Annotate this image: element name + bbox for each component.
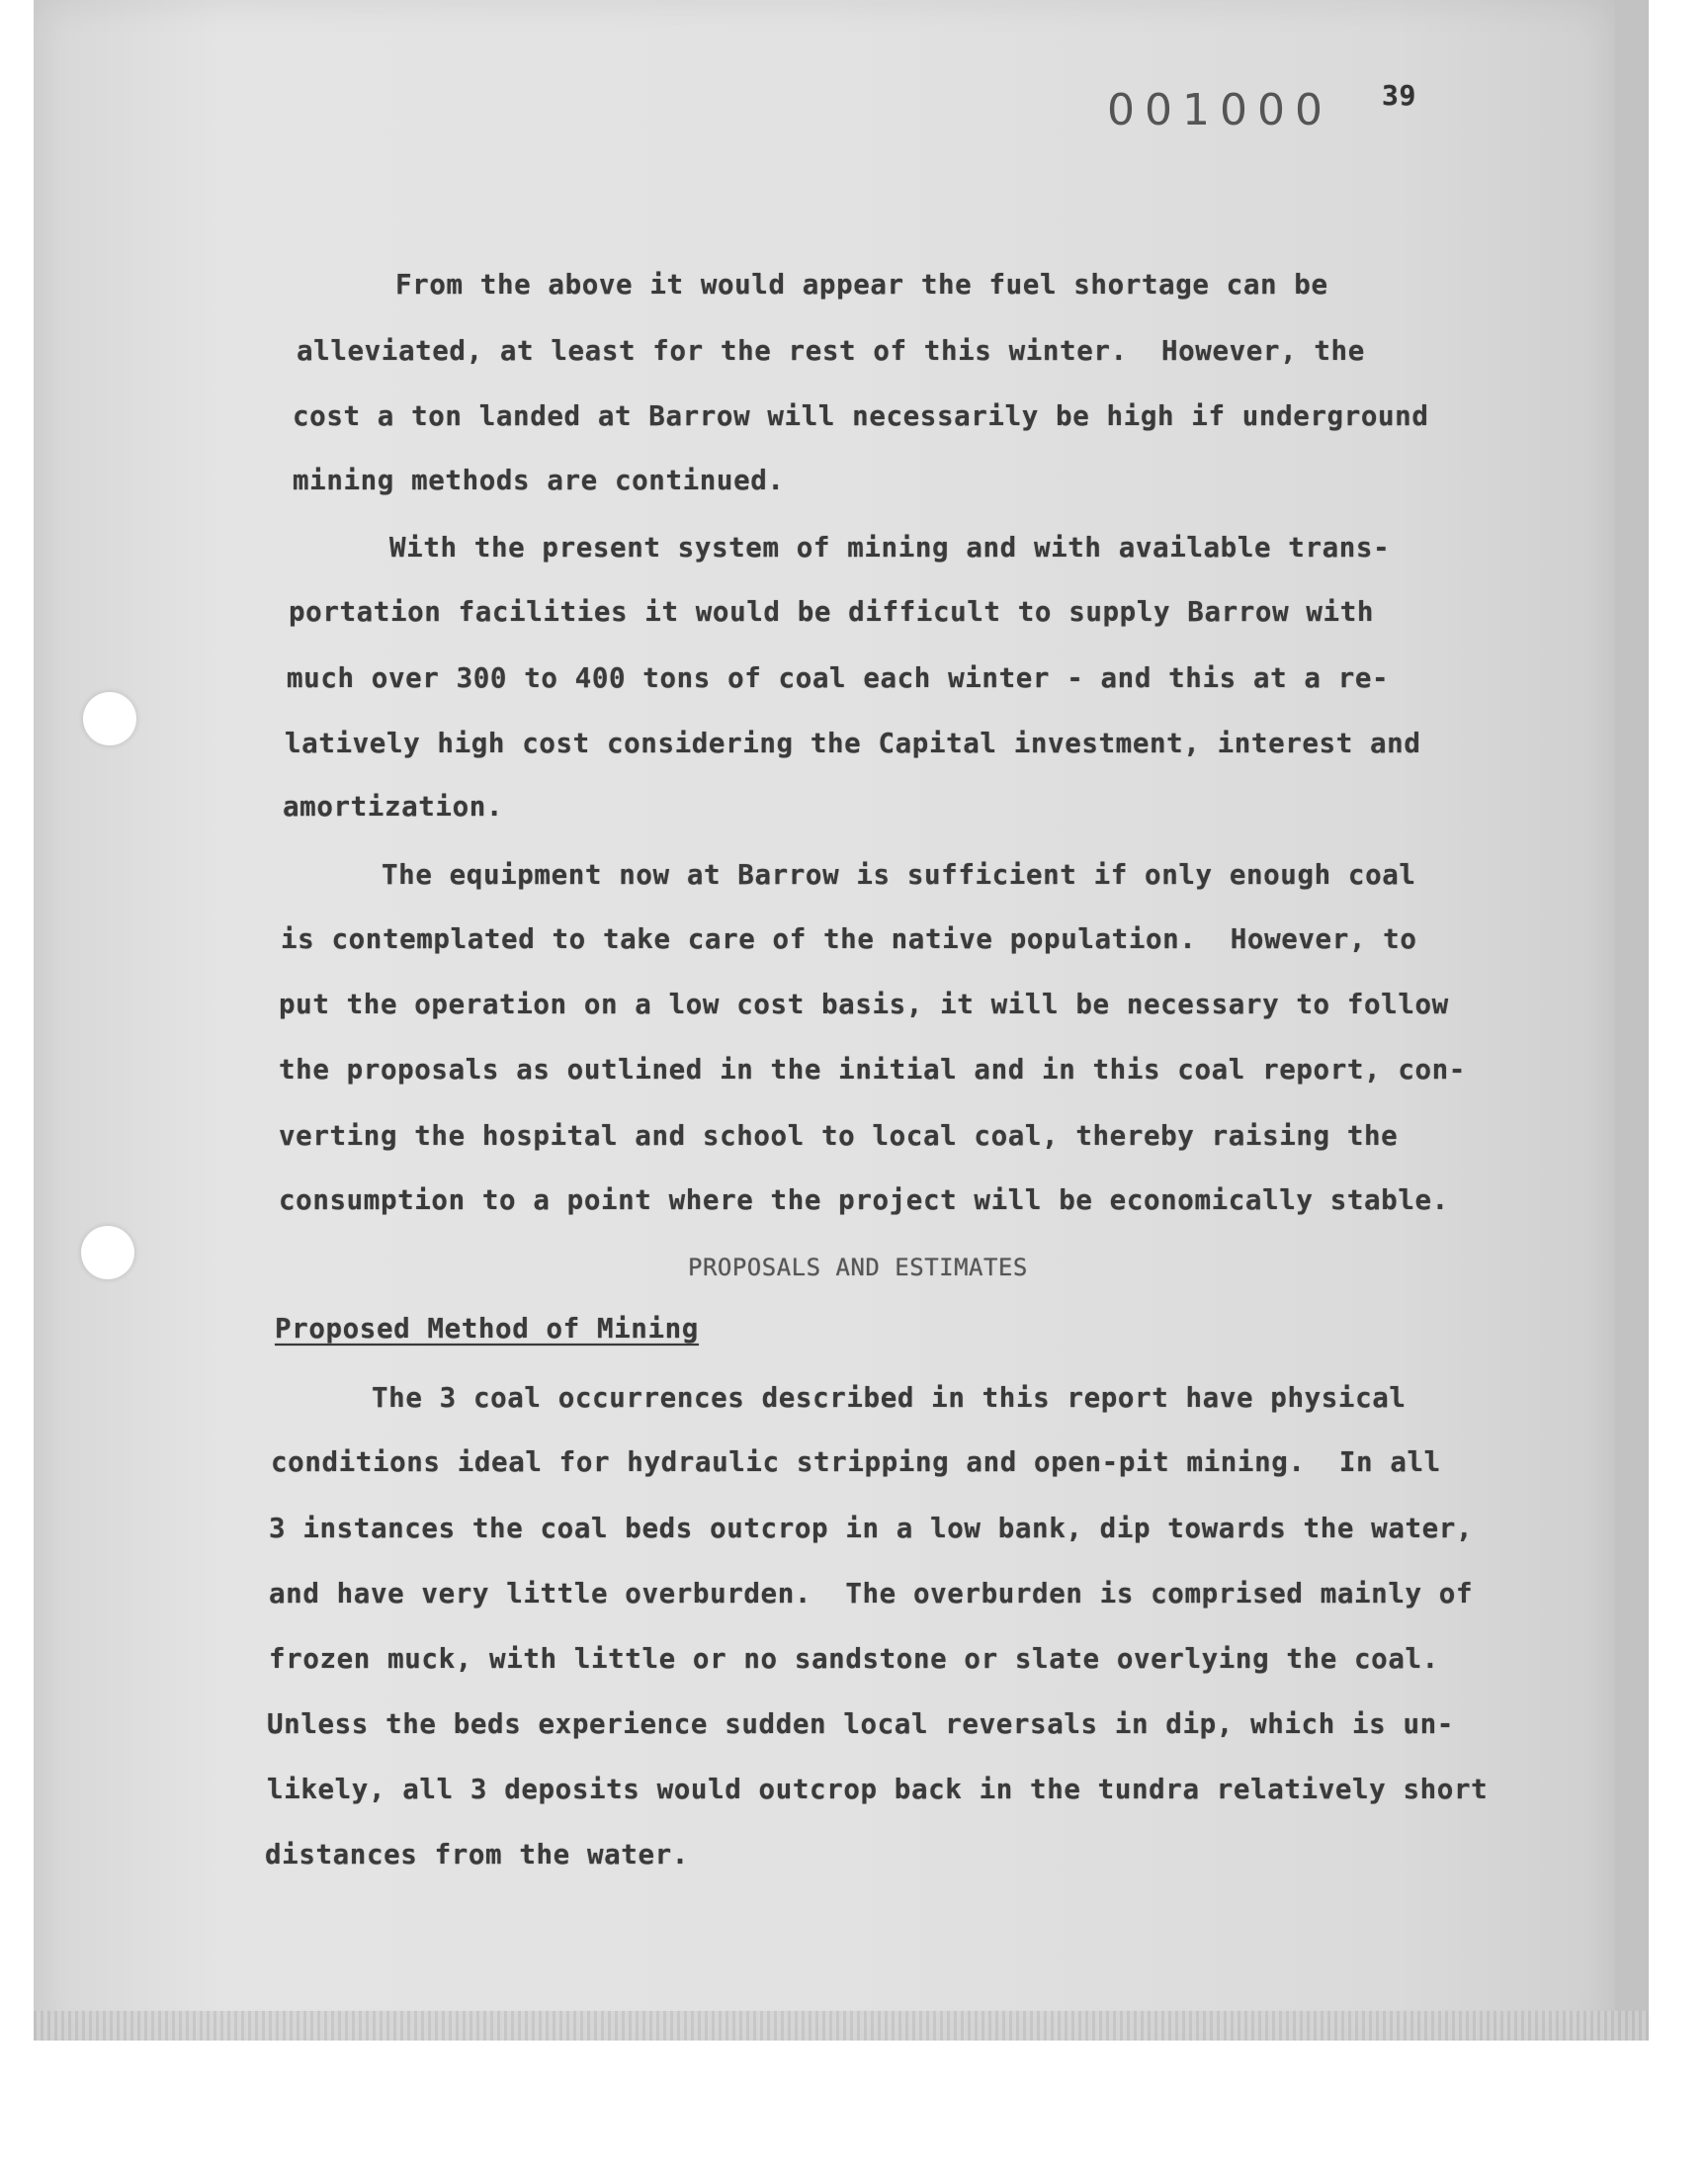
- text-line: 3 instances the coal beds outcrop in a low bank, dip towards the water,: [269, 1513, 1474, 1544]
- text-line: latively high cost considering the Capital investment, interest and: [285, 728, 1421, 759]
- text-line: the proposals as outlined in the initial and in this coal report, con-: [279, 1054, 1466, 1086]
- section-heading: PROPOSALS AND ESTIMATES: [688, 1254, 1028, 1281]
- subheading: Proposed Method of Mining: [275, 1313, 699, 1345]
- text-line: likely, all 3 deposits would outcrop back in the tundra relatively short: [267, 1774, 1489, 1805]
- punch-hole: [83, 692, 136, 745]
- page-edge-shadow: [1615, 0, 1649, 2041]
- text-line: put the operation on a low cost basis, it will be necessary to follow: [279, 989, 1449, 1020]
- text-line: The equipment now at Barrow is sufficient if only enough coal: [382, 859, 1416, 891]
- text-line: alleviated, at least for the rest of this winter. However, the: [297, 335, 1365, 367]
- text-line: With the present system of mining and with available trans-: [389, 532, 1391, 564]
- document-stamp-number: 001000: [1107, 85, 1332, 135]
- text-line: mining methods are continued.: [293, 465, 785, 496]
- text-line: amortization.: [283, 791, 504, 823]
- text-line: consumption to a point where the project will be economically stable.: [279, 1184, 1449, 1216]
- text-line: frozen muck, with little or no sandstone or slate overlying the coal.: [269, 1643, 1439, 1675]
- text-line: cost a ton landed at Barrow will necessarily be high if underground: [293, 400, 1429, 432]
- text-line: distances from the water.: [265, 1839, 689, 1870]
- page-bottom-edge: [34, 2011, 1649, 2041]
- text-line: The 3 coal occurrences described in this report have physical: [372, 1382, 1407, 1414]
- text-line: portation facilities it would be difficult to supply Barrow with: [289, 596, 1375, 628]
- punch-hole: [81, 1226, 134, 1279]
- page-number: 39: [1382, 79, 1416, 112]
- text-line: conditions ideal for hydraulic stripping and open-pit mining. In all: [271, 1446, 1441, 1478]
- text-line: much over 300 to 400 tons of coal each winter - and this at a re-: [287, 662, 1390, 694]
- text-line: is contemplated to take care of the native population. However, to: [281, 923, 1417, 955]
- text-line: Unless the beds experience sudden local reversals in dip, which is un-: [267, 1708, 1454, 1740]
- text-line: From the above it would appear the fuel shortage can be: [395, 269, 1328, 301]
- text-line: verting the hospital and school to local coal, thereby raising the: [279, 1120, 1399, 1152]
- text-line: and have very little overburden. The overburden is comprised mainly of: [269, 1578, 1474, 1610]
